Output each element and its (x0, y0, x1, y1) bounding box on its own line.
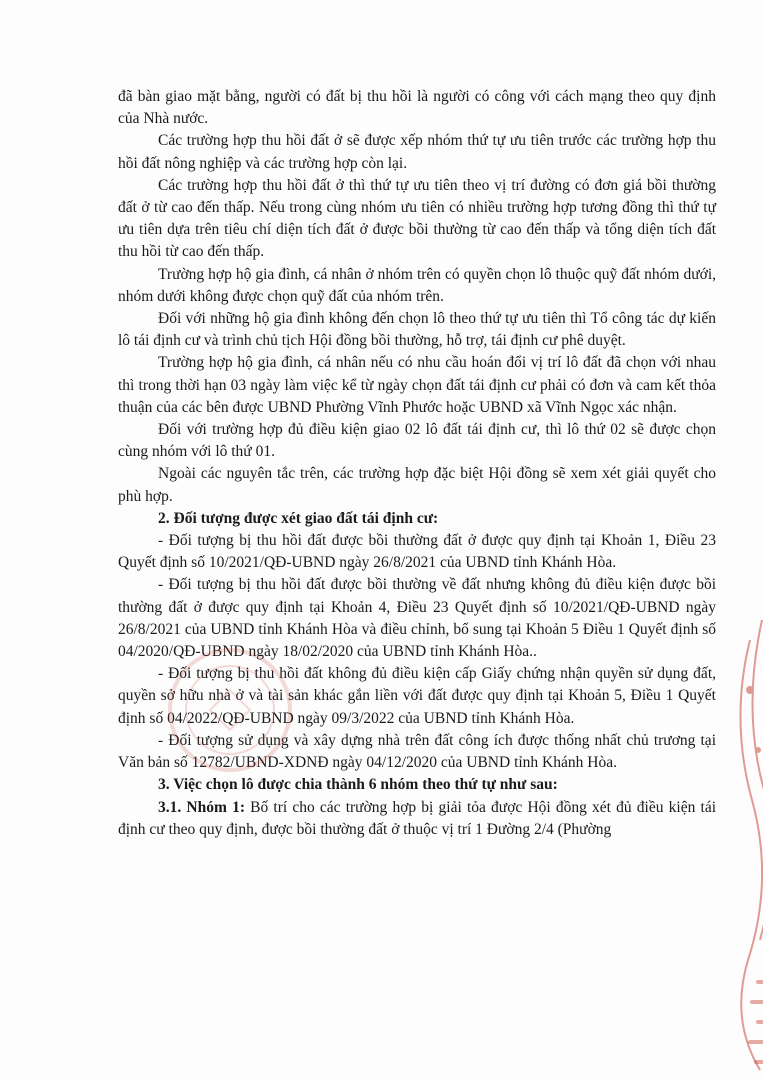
document-body (118, 86, 716, 841)
paragraph-lot-swap: Trường hợp hộ gia đình, cá nhân nếu có nhu cầu hoán đổi vị trí lô đất đã chọn với nhau thì trong thời hạn 03 ngày làm việc kể từ ngày chọn đất tái định cư phải có đơn và cam kết thỏa thuận của các bên được UBND Phường Vĩnh Phước hoặc UBND xã Vĩnh Ngọc xác nhận. (118, 354, 716, 416)
section-heading-2: 2. Đối tượng được xét giao đất tái định cư: (158, 509, 439, 527)
paragraph-special-cases: Ngoài các nguyên tắc trên, các trường hợp đặc biệt Hội đồng sẽ xem xét giải quyết cho phù hợp. (118, 465, 716, 505)
paragraph-subject-3: - Đối tượng bị thu hồi đất không đủ điều kiện cấp Giấy chứng nhận quyền sử dụng đất, quyền sở hữu nhà ở và tài sản khác gắn liền với đất được quy định tại Khoản 5, Điều 1 Quyết định số 04/2022/QĐ-UBND ngày 09/3/2022 của UBND tỉnh Khánh Hòa. (118, 665, 716, 727)
paragraph-absent-households: Đối với những hộ gia đình không đến chọn lô theo thứ tự ưu tiên thì Tổ công tác dự kiến lô tái định cư và trình chủ tịch Hội đồng bồi thường, hỗ trợ, tái định cư phê duyệt. (118, 310, 716, 350)
group-1-text: Bố trí cho các trường hợp bị giải tỏa được Hội đồng xét đủ điều kiện tái định cư theo quy định, được bồi thường đất ở thuộc vị trí 1 Đường 2/4 (Phường (118, 798, 717, 838)
paragraph-subject-1: - Đối tượng bị thu hồi đất được bồi thường đất ở được quy định tại Khoản 1, Điều 23 Quyết định số 10/2021/QĐ-UBND ngày 26/8/2021 của UBND tỉnh Khánh Hòa. (118, 532, 716, 572)
section-heading-3: 3. Việc chọn lô được chia thành 6 nhóm theo thứ tự như sau: (158, 776, 558, 794)
paragraph-group-choice: Trường hợp hộ gia đình, cá nhân ở nhóm trên có quyền chọn lô thuộc quỹ đất nhóm dưới, nhóm dưới không được chọn quỹ đất của nhóm trên. (118, 265, 716, 305)
paragraph-second-lot: Đối với trường hợp đủ điều kiện giao 02 lô đất tái định cư, thì lô thứ 02 sẽ được chọn cùng nhóm với lô thứ 01. (118, 421, 716, 461)
group-1-label: 3.1. Nhóm 1: (158, 798, 245, 816)
paragraph-group-1 (118, 797, 716, 841)
paragraph-continuation: đã bàn giao mặt bằng, người có đất bị thu hồi là người có công với cách mạng theo quy định của Nhà nước. (118, 88, 716, 128)
paragraph-subject-2: - Đối tượng bị thu hồi đất được bồi thường về đất nhưng không đủ điều kiện được bồi thường đất ở được quy định tại Khoản 4, Điều 23 Quyết định số 10/2021/QĐ-UBND ngày 26/8/2021 của UBND tỉnh Khánh Hòa và điều chỉnh, bổ sung tại Khoản 5 Điều 1 Quyết định số 04/2020/QĐ-UBND ngày 18/02/2020 của UBND tỉnh Khánh Hòa.. (118, 576, 716, 661)
paragraph-priority-road-position: Các trường hợp thu hồi đất ở thì thứ tự ưu tiên theo vị trí đường có đơn giá bồi thường đất ở từ cao đến thấp. Nếu trong cùng nhóm ưu tiên có nhiều trường hợp tương đồng thì thứ tự ưu tiên dựa trên tiêu chí diện tích đất ở được bồi thường từ cao đến thấp và tổng diện tích đất thu hồi từ cao đến thấp. (118, 176, 716, 261)
paragraph-priority-residential: Các trường hợp thu hồi đất ở sẽ được xếp nhóm thứ tự ưu tiên trước các trường hợp thu hồi đất nông nghiệp và các trường hợp còn lại. (118, 132, 716, 172)
paragraph-subject-4: - Đối tượng sử dụng và xây dựng nhà trên đất công ích được thống nhất chủ trương tại Văn bản số 12782/UBND-XDNĐ ngày 04/12/2020 của UBND tỉnh Khánh Hòa. (118, 731, 716, 772)
